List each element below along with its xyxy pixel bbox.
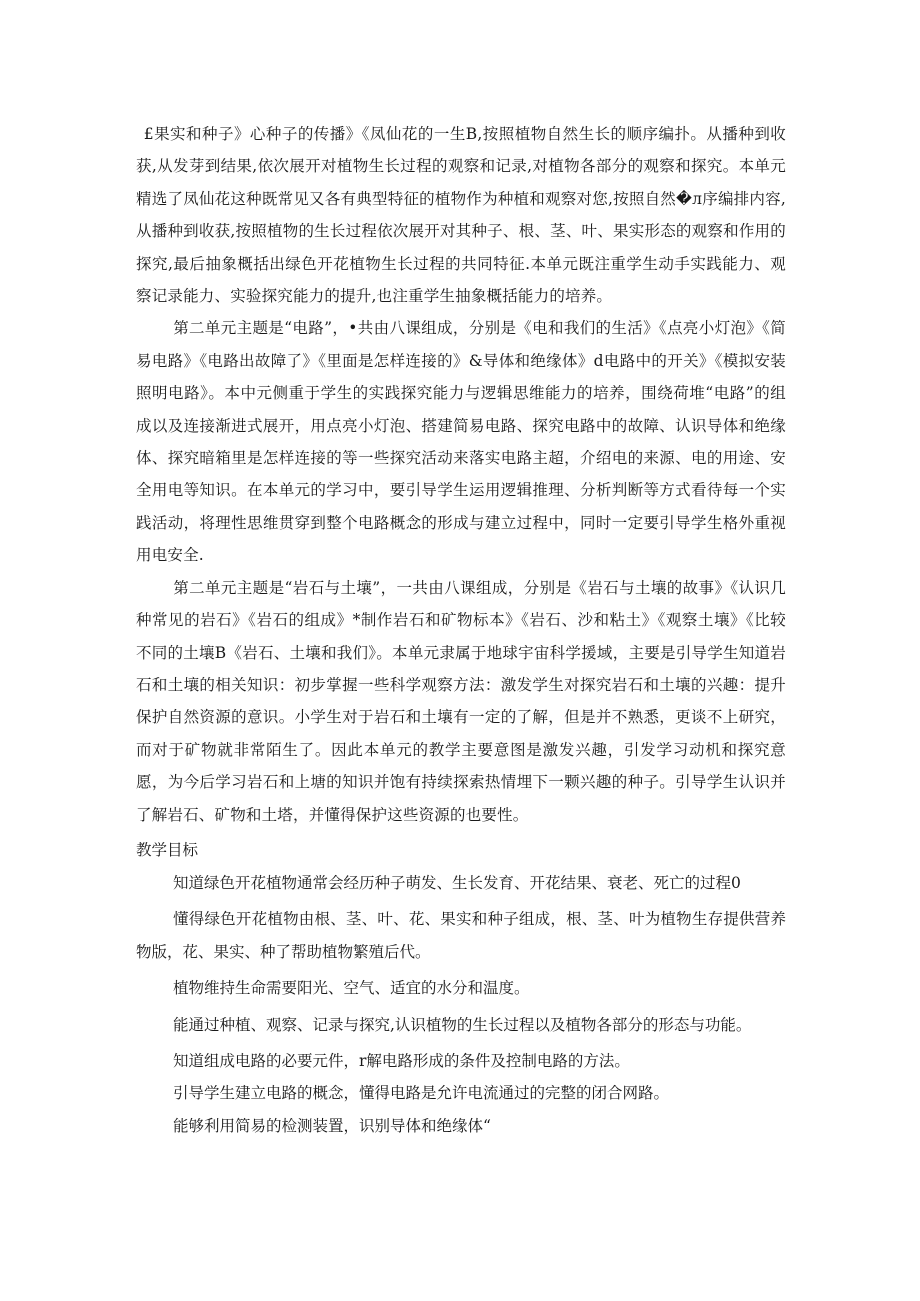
goal-item: 植物维持生命需要阳光、空气、适宜的水分和温度。 <box>173 979 530 998</box>
paragraph-unit-one-intro: £果实和种子》心种子的传播》《凤仙花的一生B,按照植物自然生长的顺序编扑。从播种到收获,从发芽到结果,依次展开对植物生长过程的观察和记录,对植物各部分的观察和探究。本单元精选了凤仙花这种既常见又各有典型特征的植物作为种植和观察对您,按照自然�л序编排内容,从播种到收获,按照植物的生长过程依次展开对其种子、根、茎、叶、果实形态的观察和作用的探究,最后抽象概括出绿色开花植物生长过程的共同特征.本单元既注重学生动手实践能力、观察记录能力、实验探究能力的提升,也注重学生抽象概括能力的培养。 <box>136 125 786 306</box>
section-heading-teaching-goals: 教学目标 <box>136 840 199 859</box>
goal-item: 懂得绿色开花植物由根、茎、叶、花、果实和种子组成，根、茎、叶为植物生存提供营养物版，花、果实、种了帮助植物繁殖后代。 <box>136 910 786 961</box>
goal-item: 知道组成电路的必要元件，r解电路形成的条件及控制电路的方法。 <box>173 1051 630 1070</box>
goal-item: 能通过种植、观察、记录与探究,认识植物的生长过程以及植物各部分的形态与功能。 <box>173 1015 752 1034</box>
paragraph-unit-three-rocks-soil: 第二单元主题是“岩石与土壤”，一共由八课组成，分别是《岩石与土壤的故事》《认识几种常见的岩石》《岩石的组成》*制作岩石和矿物标本》《岩石、沙和粘土》《观察土壤》《比较不同的土壤B《岩石、土壤和我们》。本单元隶属于地球宇宙科学援域，主要是引导学生知道岩石和土壤的相关知识：初步掌握一些科学观察方法：激发学生对探究岩石和土壤的兴趣：提升保护自然资源的意识。小学生对于岩石和土壤有一定的了解，但是并不熟悉，更谈不上研究，而对于矿物就非常陌生了。因此本单元的教学主要意图是激发兴趣，引发学习动机和探究意愿，为今后学习岩石和上塘的知识并饱有持续探索热情埋下一颗兴趣的种子。引导学生认识并了解岩石、矿物和土塔，并懂得保护这些资源的也要性。 <box>136 578 786 824</box>
goal-item: 知道绿色开花植物通常会经历种子萌发、生长发育、开花结果、衰老、死亡的过程0 <box>173 873 741 892</box>
paragraph-unit-two-circuit: 第二单元主题是“电路”，•共由八课组成，分别是《电和我们的生活》《点亮小灯泡》《简易电路》《电路出故障了》《里面是怎样连接的》&导体和绝缘体》d电路中的开关》《模拟安装照明电路》。本中元侧重于学生的实践探究能力与逻辑思维能力的培养，围绕荷堆“电路”的组成以及连接渐进式展开，用点亮小灯泡、搭建简易电路、探究电路中的故障、认识导体和绝缘体、探究暗箱里是怎样连接的等一些探究活动来落实电路主超，介绍电的来源、电的用途、安全用电等知识。在本单元的学习中，要引导学生运用逻辑推理、分析判断等方式看待每一个实践活动，将理性思维贯穿到整个电路概念的形成与建立过程中，同时一定要引导学生格外重视用电安全. <box>136 319 786 565</box>
document-body <box>136 118 786 1142</box>
goal-item: 能够利用简易的检测装置，识别导体和绝缘体“ <box>173 1116 491 1135</box>
goal-item: 引导学生建立电路的概念，懂得电路是允许电流通过的完整的闭合网路。 <box>173 1084 670 1103</box>
